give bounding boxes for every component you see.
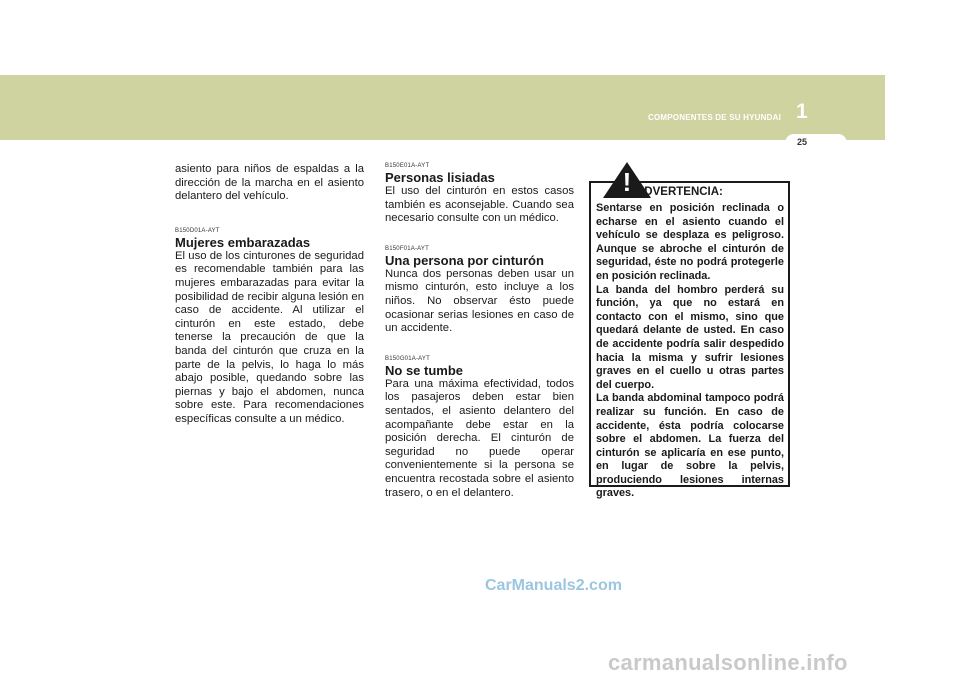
section-code: B150E01A-AYT xyxy=(385,163,430,169)
warning-paragraph: Sentarse en posición reclinada o echarse en el asiento cuando el vehículo se desplaza es peligroso. Aunque se abroche el cinturón de seguridad, éste no podrá protegerle en posición reclinada. xyxy=(596,202,784,282)
intro-paragraph: asiento para niños de espaldas a la dirección de la marcha en el asiento delantero del vehículo. xyxy=(175,163,364,203)
page-number-tab xyxy=(785,134,847,152)
watermark-carmanuals2: CarManuals2.com xyxy=(485,577,622,594)
column-middle xyxy=(385,163,574,500)
section-heading: Mujeres embarazadas xyxy=(175,234,311,250)
section-title: COMPONENTES DE SU HYUNDAI xyxy=(648,113,782,122)
chapter-number: 1 xyxy=(796,100,808,123)
section-code: B150F01A-AYT xyxy=(385,245,429,252)
section-code: B150D01A-AYT xyxy=(175,227,220,234)
exclamation-icon: ! xyxy=(622,167,632,197)
warning-title: ADVERTENCIA: xyxy=(636,186,723,198)
column-left xyxy=(175,163,364,427)
watermark-carmanualsonline: carmanualsonline.info xyxy=(608,650,848,675)
section-heading: Personas lisiadas xyxy=(385,170,495,185)
section-heading: No se tumbe xyxy=(385,362,464,378)
section-heading: Una persona por cinturón xyxy=(385,252,544,268)
section-code: B150G01A-AYT xyxy=(385,355,430,362)
section-text: El uso del cinturón en estos casos también es aconsejable. Cuando sea necesario consulte con un médico. xyxy=(385,185,574,225)
header-band xyxy=(0,75,885,140)
section-text: El uso de los cinturones de seguridad es recomendable también para las mujeres embarazadas para evitar la posibilidad de recibir alguna lesión en caso de accidente. Al utilizar el cinturón en este estado, debe tenerse la precaución de que la banda del cinturón que cruza en la parte de la pelvis, lo haga lo más abajo posible, quedando sobre las piernas y bajo el abdomen, nunca sobre este. Para recomendaciones específicas consulte a un médico. xyxy=(175,249,364,425)
section-text: Nunca dos personas deben usar un mismo cinturón, esto incluye a los niños. No observar ésto puede ocasionar serias lesiones en caso de un accidente. xyxy=(385,267,574,335)
page-number: 25 xyxy=(797,137,808,147)
warning-body xyxy=(596,202,784,501)
warning-paragraph: La banda del hombro perderá su función, ya que no estará en contacto con el mismo, sino que quedará delante de usted. En caso de accidente podría salir despedido hacia la misma y sufrir lesiones graves en el cuello u otras partes del cuerpo. xyxy=(596,283,784,391)
section-text: Para una máxima efectividad, todos los pasajeros deben estar bien sentados, el asiento delantero del acompañante debe estar en la posición derecha. El cinturón de seguridad no puede operar convenientemente si la persona se encuentra recostada sobre el asiento trasero, o en el delantero. xyxy=(385,377,574,499)
warning-paragraph: La banda abdominal tampoco podrá realizar su función. En caso de accidente, ésta podría colocarse sobre el abdomen. La fuerza del cinturón se aplicaría en ese punto, en lugar de sobre la pelvis, produciendo lesiones internas graves. xyxy=(596,392,784,500)
